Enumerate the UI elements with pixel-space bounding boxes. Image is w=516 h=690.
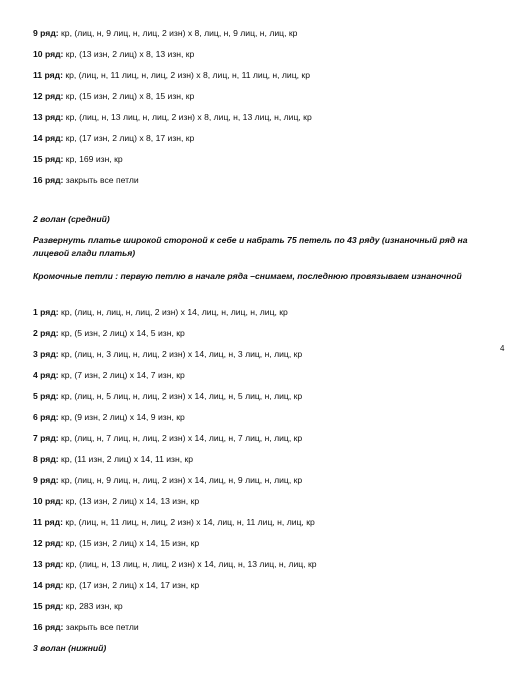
row-text: кр, (5 изн, 2 лиц) х 14, 5 изн, кр (58, 328, 185, 338)
row-text: кр, 169 изн, кр (63, 154, 123, 164)
row-label: 9 ряд: (33, 28, 59, 38)
row-text: закрыть все петли (63, 175, 139, 185)
row-line (33, 349, 302, 360)
row-text: кр, (13 изн, 2 лиц) х 14, 13 изн, кр (63, 496, 200, 506)
row-text: кр, (лиц, н, 3 лиц, н, лиц, 2 изн) х 14, лиц, н, 3 лиц, н, лиц, кр (58, 349, 303, 359)
row-label: 8 ряд: (33, 454, 59, 464)
row-label: 12 ряд: (33, 91, 64, 101)
row-text: кр, 283 изн, кр (63, 601, 123, 611)
row-line (33, 580, 199, 591)
row-text: кр, (лиц, н, 9 лиц, н, лиц, 2 изн) х 8, лиц, н, 9 лиц, н, лиц, кр (58, 28, 298, 38)
section-intro: Развернуть платье широкой стороной к себе и набрать 75 петель по 43 ряду (изнаночный ряд на лицевой глади платья) (33, 235, 468, 258)
edge-stitch-note: Кромочные петли : первую петлю в начале ряда –снимаем, последнюю провязываем изнаночной (33, 271, 462, 281)
row-text: кр, (лиц, н, 13 лиц, н, лиц, 2 изн) х 14, лиц, н, 13 лиц, н, лиц, кр (63, 559, 317, 569)
row-line (33, 622, 139, 633)
row-line (33, 370, 185, 381)
row-line (33, 154, 123, 165)
row-text: кр, (лиц, н, 7 лиц, н, лиц, 2 изн) х 14, лиц, н, 7 лиц, н, лиц, кр (58, 433, 303, 443)
row-text: кр, (17 изн, 2 лиц) х 14, 17 изн, кр (63, 580, 200, 590)
row-label: 15 ряд: (33, 601, 64, 611)
row-label: 6 ряд: (33, 412, 59, 422)
row-text: закрыть все петли (63, 622, 139, 632)
row-text: кр, (15 изн, 2 лиц) х 8, 15 изн, кр (63, 91, 195, 101)
row-line (33, 412, 185, 423)
row-label: 13 ряд: (33, 112, 64, 122)
row-line (33, 91, 194, 102)
row-line (33, 112, 312, 123)
row-line (33, 538, 199, 549)
row-text: кр, (лиц, н, 13 лиц, н, лиц, 2 изн) х 8, лиц, н, 13 лиц, н, лиц, кр (63, 112, 312, 122)
row-line (33, 328, 185, 339)
row-label: 13 ряд: (33, 559, 64, 569)
row-label: 4 ряд: (33, 370, 59, 380)
section-title: 3 волан (нижний) (33, 643, 107, 653)
row-line (33, 49, 194, 60)
row-line (33, 175, 139, 186)
row-text: кр, (лиц, н, 5 лиц, н, лиц, 2 изн) х 14, лиц, н, 5 лиц, н, лиц, кр (58, 391, 303, 401)
row-label: 10 ряд: (33, 496, 64, 506)
row-line (33, 70, 310, 81)
row-label: 2 ряд: (33, 328, 59, 338)
row-line (33, 391, 302, 402)
row-text: кр, (лиц, н, 11 лиц, н, лиц, 2 изн) х 14, лиц, н, 11 лиц, н, лиц, кр (62, 517, 315, 527)
row-text: кр, (17 изн, 2 лиц) х 8, 17 изн, кр (63, 133, 195, 143)
row-label: 5 ряд: (33, 391, 59, 401)
row-line (33, 133, 194, 144)
row-line (33, 496, 199, 507)
row-text: кр, (15 изн, 2 лиц) х 14, 15 изн, кр (63, 538, 200, 548)
row-text: кр, (7 изн, 2 лиц) х 14, 7 изн, кр (58, 370, 185, 380)
section-title: 2 волан (средний) (33, 214, 110, 224)
row-line (33, 559, 317, 570)
row-label: 11 ряд: (33, 70, 63, 80)
row-label: 14 ряд: (33, 133, 64, 143)
row-label: 10 ряд: (33, 49, 64, 59)
row-line (33, 517, 315, 528)
row-text: кр, (лиц, н, 9 лиц, н, лиц, 2 изн) х 14, лиц, н, 9 лиц, н, лиц, кр (58, 475, 303, 485)
row-text: кр, (13 изн, 2 лиц) х 8, 13 изн, кр (63, 49, 195, 59)
row-label: 3 ряд: (33, 349, 59, 359)
page-number: 4 (500, 344, 505, 353)
row-label: 16 ряд: (33, 622, 64, 632)
row-label: 16 ряд: (33, 175, 64, 185)
row-text: кр, (лиц, н, лиц, н, лиц, 2 изн) х 14, лиц, н, лиц, н, лиц, кр (58, 307, 288, 317)
row-line (33, 307, 288, 318)
row-label: 9 ряд: (33, 475, 59, 485)
row-label: 7 ряд: (33, 433, 59, 443)
row-text: кр, (лиц, н, 11 лиц, н, лиц, 2 изн) х 8, лиц, н, 11 лиц, н, лиц, кр (62, 70, 310, 80)
row-line (33, 454, 193, 465)
row-label: 11 ряд: (33, 517, 63, 527)
row-label: 15 ряд: (33, 154, 64, 164)
row-text: кр, (11 изн, 2 лиц) х 14, 11 изн, кр (58, 454, 194, 464)
row-line (33, 28, 297, 39)
row-line (33, 601, 123, 612)
row-label: 1 ряд: (33, 307, 59, 317)
row-label: 12 ряд: (33, 538, 64, 548)
row-line (33, 433, 302, 444)
row-label: 14 ряд: (33, 580, 64, 590)
row-line (33, 475, 302, 486)
row-text: кр, (9 изн, 2 лиц) х 14, 9 изн, кр (58, 412, 185, 422)
